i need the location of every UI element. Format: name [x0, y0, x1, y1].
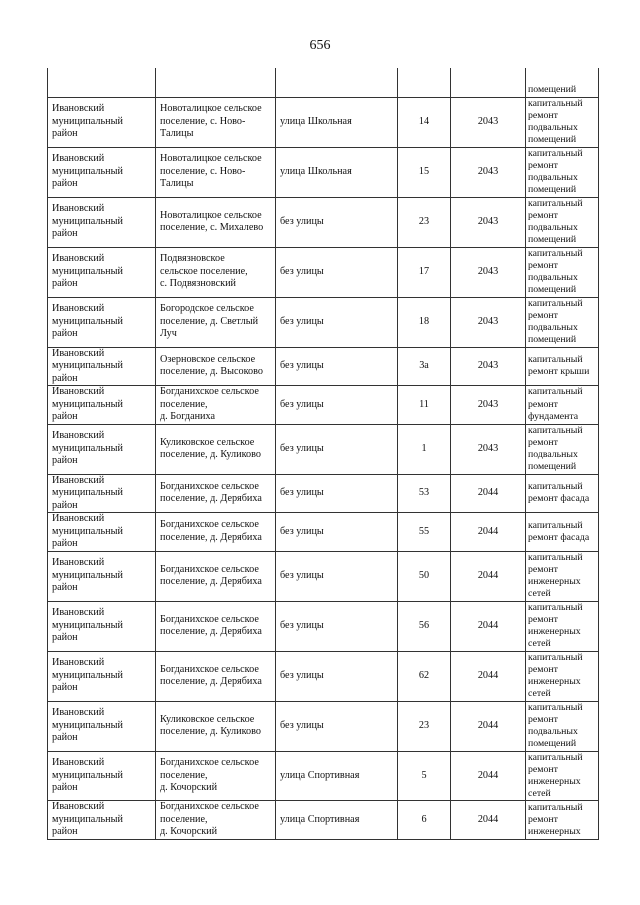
work-type-cell: капитальный ремонт подвальных помещений [526, 247, 599, 297]
house-number-cell: 15 [398, 147, 451, 197]
table-row [48, 424, 599, 474]
work-type-cell: капитальный ремонт инженерных сетей [526, 751, 599, 801]
house-number-cell: 17 [398, 247, 451, 297]
house-number-cell: 18 [398, 297, 451, 347]
table-row [48, 297, 599, 347]
district-cell: Ивановский муниципальный район [48, 751, 156, 801]
settlement-cell: Богданихское сельское поселение, д. Дерябиха [156, 601, 276, 651]
street-cell: улица Спортивная [276, 801, 398, 840]
settlement-cell [156, 68, 276, 97]
year-cell: 2043 [451, 197, 526, 247]
district-cell: Ивановский муниципальный район [48, 801, 156, 840]
table-row [48, 197, 599, 247]
district-cell: Ивановский муниципальный район [48, 297, 156, 347]
house-number-cell: 14 [398, 97, 451, 147]
house-number-cell: 1 [398, 424, 451, 474]
work-type-cell: капитальный ремонт подвальных помещений [526, 97, 599, 147]
house-number-cell: 53 [398, 474, 451, 513]
settlement-cell: Новоталицкое сельское поселение, с. Ново- Талицы [156, 97, 276, 147]
house-number-cell: 23 [398, 701, 451, 751]
year-cell: 2043 [451, 386, 526, 425]
table-row [48, 347, 599, 386]
district-cell: Ивановский муниципальный район [48, 147, 156, 197]
street-cell: без улицы [276, 197, 398, 247]
house-number-cell: 55 [398, 513, 451, 552]
settlement-cell: Богданихское сельское поселение, д. Богданиха [156, 386, 276, 425]
settlement-cell: Богданихское сельское поселение, д. Дерябиха [156, 513, 276, 552]
table-row [48, 513, 599, 552]
year-cell: 2044 [451, 801, 526, 840]
work-type-cell: капитальный ремонт подвальных помещений [526, 147, 599, 197]
year-cell: 2043 [451, 247, 526, 297]
table-row [48, 551, 599, 601]
district-cell: Ивановский муниципальный район [48, 347, 156, 386]
work-type-cell: капитальный ремонт инженерных сетей [526, 551, 599, 601]
street-cell: улица Спортивная [276, 751, 398, 801]
street-cell: без улицы [276, 297, 398, 347]
year-cell: 2044 [451, 551, 526, 601]
year-cell [451, 68, 526, 97]
work-type-cell: капитальный ремонт фундамента [526, 386, 599, 425]
year-cell: 2043 [451, 297, 526, 347]
street-cell: без улицы [276, 424, 398, 474]
year-cell: 2044 [451, 701, 526, 751]
work-type-cell: капитальный ремонт подвальных помещений [526, 424, 599, 474]
street-cell [276, 68, 398, 97]
work-type-cell: капитальный ремонт подвальных помещений [526, 197, 599, 247]
district-cell: Ивановский муниципальный район [48, 601, 156, 651]
work-type-cell: капитальный ремонт фасада [526, 474, 599, 513]
street-cell: без улицы [276, 601, 398, 651]
street-cell: без улицы [276, 474, 398, 513]
year-cell: 2043 [451, 97, 526, 147]
work-type-cell: капитальный ремонт инженерных сетей [526, 601, 599, 651]
house-number-cell: 23 [398, 197, 451, 247]
table-row [48, 601, 599, 651]
table-row [48, 68, 599, 97]
street-cell: без улицы [276, 551, 398, 601]
settlement-cell: Куликовское сельское поселение, д. Куликово [156, 701, 276, 751]
year-cell: 2044 [451, 474, 526, 513]
settlement-cell: Подвязновское сельское поселение, с. Подвязновский [156, 247, 276, 297]
year-cell: 2044 [451, 751, 526, 801]
district-cell: Ивановский муниципальный район [48, 197, 156, 247]
repair-schedule-table [47, 68, 599, 840]
street-cell: улица Школьная [276, 147, 398, 197]
district-cell: Ивановский муниципальный район [48, 474, 156, 513]
table-row [48, 147, 599, 197]
street-cell: без улицы [276, 701, 398, 751]
page-number: 656 [309, 38, 331, 53]
work-type-cell: капитальный ремонт подвальных помещений [526, 297, 599, 347]
table-row [48, 751, 599, 801]
work-type-cell: капитальный ремонт инженерных сетей [526, 651, 599, 701]
street-cell: без улицы [276, 347, 398, 386]
district-cell: Ивановский муниципальный район [48, 424, 156, 474]
year-cell: 2044 [451, 601, 526, 651]
district-cell: Ивановский муниципальный район [48, 701, 156, 751]
street-cell: без улицы [276, 247, 398, 297]
house-number-cell: 56 [398, 601, 451, 651]
table-row [48, 97, 599, 147]
house-number-cell: 62 [398, 651, 451, 701]
house-number-cell: 3а [398, 347, 451, 386]
table-row [48, 474, 599, 513]
district-cell: Ивановский муниципальный район [48, 247, 156, 297]
table-row [48, 801, 599, 840]
work-type-cell: капитальный ремонт подвальных помещений [526, 701, 599, 751]
settlement-cell: Богданихское сельское поселение, д. Дерябиха [156, 551, 276, 601]
settlement-cell: Куликовское сельское поселение, д. Куликово [156, 424, 276, 474]
work-type-cell: капитальный ремонт крыши [526, 347, 599, 386]
year-cell: 2043 [451, 424, 526, 474]
year-cell: 2044 [451, 513, 526, 552]
district-cell: Ивановский муниципальный район [48, 97, 156, 147]
settlement-cell: Богданихское сельское поселение, д. Дерябиха [156, 474, 276, 513]
table-row [48, 651, 599, 701]
house-number-cell [398, 68, 451, 97]
settlement-cell: Новоталицкое сельское поселение, с. Ново- Талицы [156, 147, 276, 197]
street-cell: без улицы [276, 513, 398, 552]
house-number-cell: 5 [398, 751, 451, 801]
table-row [48, 247, 599, 297]
district-cell: Ивановский муниципальный район [48, 513, 156, 552]
district-cell [48, 68, 156, 97]
house-number-cell: 6 [398, 801, 451, 840]
street-cell: без улицы [276, 386, 398, 425]
district-cell: Ивановский муниципальный район [48, 651, 156, 701]
year-cell: 2043 [451, 347, 526, 386]
settlement-cell: Богородское сельское поселение, д. Светлый Луч [156, 297, 276, 347]
work-type-cell: помещений [526, 68, 599, 97]
house-number-cell: 11 [398, 386, 451, 425]
district-cell: Ивановский муниципальный район [48, 386, 156, 425]
work-type-cell: капитальный ремонт инженерных [526, 801, 599, 840]
district-cell: Ивановский муниципальный район [48, 551, 156, 601]
street-cell: без улицы [276, 651, 398, 701]
settlement-cell: Озерновское сельское поселение, д. Высоково [156, 347, 276, 386]
work-type-cell: капитальный ремонт фасада [526, 513, 599, 552]
year-cell: 2043 [451, 147, 526, 197]
settlement-cell: Богданихское сельское поселение, д. Кочорский [156, 751, 276, 801]
table-row [48, 701, 599, 751]
settlement-cell: Новоталицкое сельское поселение, с. Михалево [156, 197, 276, 247]
year-cell: 2044 [451, 651, 526, 701]
settlement-cell: Богданихское сельское поселение, д. Кочорский [156, 801, 276, 840]
settlement-cell: Богданихское сельское поселение, д. Дерябиха [156, 651, 276, 701]
house-number-cell: 50 [398, 551, 451, 601]
table-row [48, 386, 599, 425]
street-cell: улица Школьная [276, 97, 398, 147]
